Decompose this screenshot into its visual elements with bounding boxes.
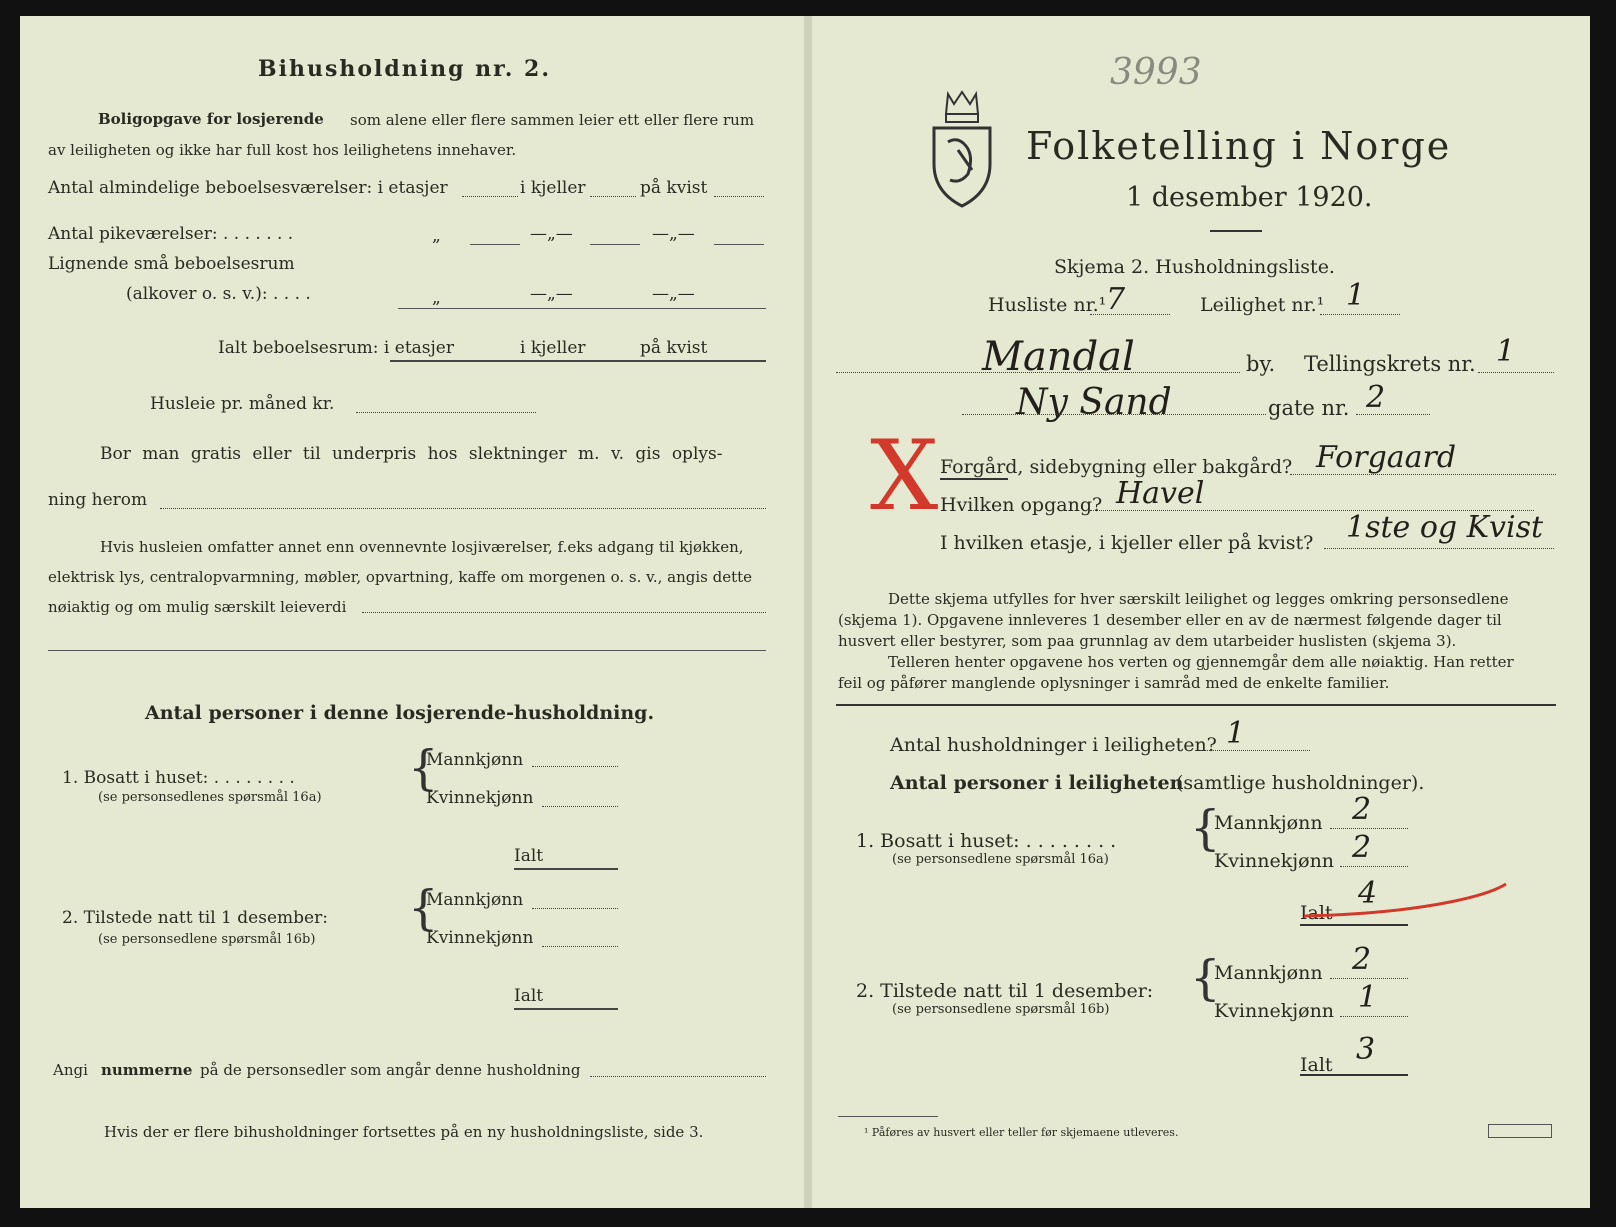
left-q2-ialt-field[interactable] — [514, 1008, 618, 1010]
left-q2-kvinne-field[interactable] — [542, 946, 618, 947]
forgaard-value: Forgaard — [1316, 440, 1457, 475]
left-q2-label: 2. Tilstede natt til 1 desember: — [62, 908, 328, 928]
gratis-line-1: Bor man gratis eller til underpris hos slektninger m. v. gis oplys- — [100, 444, 723, 464]
antal-hush-label: Antal husholdninger i leiligheten? — [890, 734, 1217, 756]
rooms-kjeller-field[interactable] — [590, 196, 636, 197]
right-q1-mann: Mannkjønn — [1214, 812, 1323, 834]
right-q2-mann-field[interactable] — [1330, 978, 1408, 979]
forgaard-field[interactable] — [1290, 474, 1556, 475]
antal-pers-bold: Antal personer i leiligheten — [890, 772, 1184, 794]
teller-line-1: Telleren henter opgavene hos verten og gjennemgår dem alle nøiaktig. Han retter — [888, 653, 1514, 671]
printer-mark-icon — [1488, 1124, 1552, 1138]
right-q1-ialt-field[interactable] — [1300, 924, 1408, 926]
gate-nr-value: 2 — [1366, 380, 1386, 415]
hvis-line-1: Hvis husleien omfatter annet enn ovennevnte losjiværelser, f.eks adgang til kjøkken, — [100, 538, 744, 556]
form-title: Folketelling i Norge — [1026, 124, 1452, 168]
angi-bold: nummerne — [101, 1061, 193, 1079]
krets-label: Tellingskrets nr. — [1304, 352, 1476, 376]
angi-pre: Angi — [53, 1061, 88, 1079]
right-q2-kvinne-value: 1 — [1358, 980, 1378, 1015]
forgaard-underline — [940, 478, 1008, 480]
rooms-label: Antal almindelige beboelsesværelser: i etasjer — [48, 178, 448, 198]
intro-bold: Boligopgave for losjerende — [98, 110, 324, 128]
ialt-kvist-label: på kvist — [640, 338, 708, 358]
leilighet-field[interactable] — [1320, 314, 1400, 315]
left-q1-ialt: Ialt — [514, 846, 544, 866]
leilighet-label: Leilighet nr.¹ — [1200, 294, 1325, 316]
ialt-kjeller-label: i kjeller — [520, 338, 586, 358]
rooms-etasjer-field[interactable] — [462, 196, 518, 197]
left-footer: Hvis der er flere bihusholdninger fortsettes på en ny husholdningsliste, side 3. — [104, 1123, 704, 1141]
right-q1-mann-field[interactable] — [1330, 828, 1408, 829]
left-q2-brace: { — [408, 880, 439, 936]
section-rule — [836, 704, 1556, 706]
left-q2-kvinne: Kvinnekjønn — [426, 928, 534, 948]
title-rule — [1210, 230, 1262, 232]
lignende-label-2: (alkover o. s. v.): . . . . — [126, 284, 311, 304]
opgang-value: Havel — [1116, 476, 1205, 511]
left-q2-mann-field[interactable] — [532, 908, 618, 909]
etasje-field[interactable] — [1324, 548, 1554, 549]
rooms-kvist-field[interactable] — [714, 196, 764, 197]
right-q1-kvinne-value: 2 — [1352, 830, 1372, 865]
left-q1-kvinne: Kvinnekjønn — [426, 788, 534, 808]
forgaard-label: Forgård, sidebygning eller bakgård? — [940, 456, 1293, 478]
right-q1-ialt: Ialt — [1300, 902, 1333, 924]
husliste-field[interactable] — [1090, 314, 1170, 315]
right-q2-mann-value: 2 — [1352, 942, 1372, 977]
antal-hush-field[interactable] — [1200, 750, 1310, 751]
by-field[interactable] — [836, 372, 1240, 373]
left-antal-title: Antal personer i denne losjerende-husholdning. — [145, 702, 655, 724]
angi-post: på de personsedler som angår denne husholdning — [200, 1061, 581, 1079]
red-underline-mark — [1300, 872, 1512, 922]
gate-field[interactable] — [962, 414, 1266, 415]
pike-ditto-3: —„— — [652, 224, 695, 244]
footnote-rule — [838, 1116, 938, 1117]
pike-ditto-1: „ — [432, 226, 441, 246]
left-q1-label: 1. Bosatt i huset: . . . . . . . . — [62, 768, 295, 788]
left-q1-mann-field[interactable] — [532, 766, 618, 767]
gate-nr-field[interactable] — [1356, 414, 1430, 415]
left-q1-mann: Mannkjønn — [426, 750, 524, 770]
right-q2-mann: Mannkjønn — [1214, 962, 1323, 984]
hvis-line-3: nøiaktig og om mulig særskilt leieverdi — [48, 598, 347, 616]
pike-etasjer-field[interactable] — [470, 244, 520, 245]
dette-line-2: (skjema 1). Opgavene innleveres 1 desember eller en av de nærmest følgende dager til — [838, 611, 1502, 629]
right-q1-brace: { — [1190, 800, 1221, 856]
right-q2-kvinne-field[interactable] — [1340, 1016, 1408, 1017]
pike-label: Antal pikeværelser: . . . . . . . — [48, 224, 294, 244]
etasje-value: 1ste og Kvist — [1346, 510, 1544, 545]
gate-value: Ny Sand — [1016, 382, 1172, 423]
husliste-value: 7 — [1106, 282, 1126, 317]
angi-field[interactable] — [590, 1076, 766, 1077]
pike-kjeller-field[interactable] — [590, 244, 640, 245]
pike-ditto-2: —„— — [530, 224, 573, 244]
gate-label: gate nr. — [1268, 396, 1350, 420]
hvis-line-2: elektrisk lys, centralopvarmning, møbler, opvartning, kaffe om morgenen o. s. v., angis dette — [48, 568, 753, 586]
husliste-label: Husliste nr.¹ — [988, 294, 1107, 316]
lign-underline — [398, 308, 766, 309]
right-q1-mann-value: 2 — [1352, 792, 1372, 827]
skjema-label: Skjema 2. Husholdningsliste. — [1054, 256, 1335, 278]
right-q2-sub: (se personsedlene spørsmål 16b) — [892, 1002, 1110, 1017]
left-q1-brace: { — [408, 740, 439, 796]
husleie-field[interactable] — [356, 412, 536, 413]
leieverdi-field-2[interactable] — [48, 650, 766, 651]
ialt-rooms-label: Ialt beboelsesrum: i etasjer — [218, 338, 454, 358]
by-label: by. — [1246, 352, 1276, 376]
intro-line-2: av leiligheten og ikke har full kost hos leilighetens innehaver. — [48, 141, 517, 159]
right-q2-kvinne: Kvinnekjønn — [1214, 1000, 1335, 1022]
right-q2-ialt-field[interactable] — [1300, 1074, 1408, 1076]
krets-value: 1 — [1496, 334, 1516, 369]
right-q1-label: 1. Bosatt i huset: . . . . . . . . — [856, 830, 1117, 852]
antal-pers-rest: (samtlige husholdninger). — [1176, 772, 1425, 794]
left-q2-ialt: Ialt — [514, 986, 544, 1006]
rooms-kjeller-label: i kjeller — [520, 178, 586, 198]
husleie-label: Husleie pr. måned kr. — [150, 394, 335, 414]
left-q1-kvinne-field[interactable] — [542, 806, 618, 807]
antal-hush-value: 1 — [1226, 716, 1246, 751]
right-q1-ialt-value: 4 — [1358, 876, 1378, 911]
krets-field[interactable] — [1478, 372, 1554, 373]
ialt-rooms-field[interactable] — [390, 360, 766, 362]
right-q2-ialt: Ialt — [1300, 1054, 1333, 1076]
lign-ditto-2: —„— — [530, 284, 573, 304]
coat-of-arms-icon — [928, 90, 996, 208]
gratis-field[interactable] — [160, 508, 766, 509]
left-q1-ialt-field[interactable] — [514, 868, 618, 870]
leieverdi-field[interactable] — [362, 612, 766, 613]
red-x-mark: X — [870, 420, 939, 532]
dette-line-1: Dette skjema utfylles for hver særskilt leilighet og legges omkring personsedlene — [888, 590, 1509, 608]
left-title: Bihusholdning nr. 2. — [258, 56, 551, 82]
dette-line-3: husvert eller bestyrer, som paa grunnlag av dem utarbeider huslisten (skjema 3). — [838, 632, 1457, 650]
intro-rest: som alene eller flere sammen leier ett eller flere rum — [350, 111, 755, 129]
right-q2-label: 2. Tilstede natt til 1 desember: — [856, 980, 1154, 1002]
right-q1-kvinne: Kvinnekjønn — [1214, 850, 1335, 872]
left-q1-sub: (se personsedlenes spørsmål 16a) — [98, 790, 322, 805]
stamp-number: 3993 — [1110, 52, 1202, 93]
form-date: 1 desember 1920. — [1126, 182, 1373, 213]
by-value: Mandal — [982, 334, 1135, 380]
right-q2-ialt-value: 3 — [1356, 1032, 1376, 1067]
lign-ditto-1: „ — [432, 288, 441, 308]
opgang-label: Hvilken opgang? — [940, 494, 1103, 516]
lignende-label-1: Lignende små beboelsesrum — [48, 254, 295, 274]
right-q2-brace: { — [1190, 950, 1221, 1006]
leilighet-value: 1 — [1346, 278, 1366, 313]
teller-line-2: feil og påfører manglende oplysninger i samråd med de enkelte familier. — [838, 674, 1390, 692]
rooms-kvist-label: på kvist — [640, 178, 708, 198]
lign-ditto-3: —„— — [652, 284, 695, 304]
footnote: ¹ Påføres av husvert eller teller før skjemaene utleveres. — [864, 1126, 1179, 1139]
right-q1-sub: (se personsedlene spørsmål 16a) — [892, 852, 1109, 867]
page-fold — [804, 16, 812, 1208]
etasje-label: I hvilken etasje, i kjeller eller på kvist? — [940, 532, 1314, 554]
left-q2-sub: (se personsedlene spørsmål 16b) — [98, 932, 316, 947]
pike-kvist-field[interactable] — [714, 244, 764, 245]
gratis-line-2: ning herom — [48, 490, 148, 510]
right-q1-kvinne-field[interactable] — [1340, 866, 1408, 867]
left-q2-mann: Mannkjønn — [426, 890, 524, 910]
